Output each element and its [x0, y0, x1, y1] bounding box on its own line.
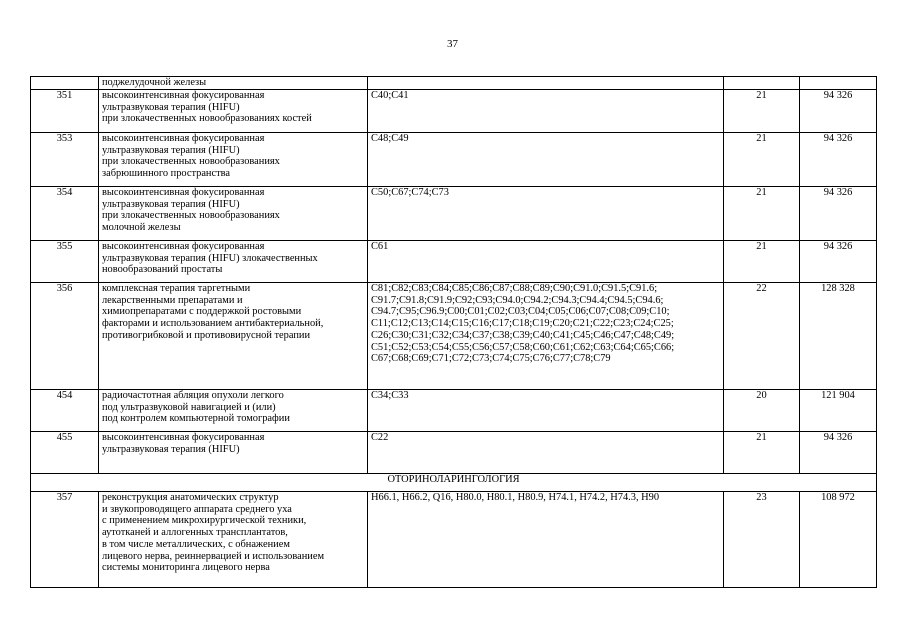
treatment-description: [99, 390, 368, 432]
icd-codes: [368, 187, 724, 241]
description-line: новообразований простаты: [102, 264, 223, 276]
group-number: 21: [724, 187, 800, 241]
cost-value: 94 326: [800, 241, 877, 283]
description-line: комплексная терапия таргетными: [102, 283, 251, 294]
icd-codes: [368, 133, 724, 187]
description-line: высокоинтенсивная фокусированная: [102, 432, 265, 443]
group-number: 20: [724, 390, 800, 432]
icd-codes: [368, 390, 724, 432]
table-row: [31, 77, 877, 90]
group-number: 21: [724, 241, 800, 283]
description-line: ультразвуковая терапия (HIFU): [102, 101, 240, 113]
codes-line: C40;C41: [371, 90, 409, 101]
description-line: лицевого нерва, реиннервацией и использованием: [102, 550, 325, 562]
description-line: химиопрепаратами с поддержкой ростовыми: [102, 306, 302, 318]
group-number: 23: [724, 492, 800, 588]
section-header: ОТОРИНОЛАРИНГОЛОГИЯ: [31, 474, 877, 492]
treatment-description: [99, 77, 368, 90]
table-row: [31, 133, 877, 187]
description-line: при злокачественных новообразованиях: [102, 210, 280, 222]
codes-line: C11;C12;C13;C14;C15;C16;C17;C18;C19;C20;C21;C22;C23;C24;C25;: [371, 318, 674, 330]
cost-value: 94 326: [800, 187, 877, 241]
description-line: забрюшинного пространства: [102, 168, 231, 180]
group-number: 21: [724, 90, 800, 133]
icd-codes: [368, 492, 724, 588]
description-line: высокоинтенсивная фокусированная: [102, 241, 265, 252]
cost-value: 94 326: [800, 432, 877, 474]
tariff-table: [30, 76, 877, 588]
description-line: радиочастотная абляция опухоли легкого: [102, 390, 284, 401]
description-line: с применением микрохирургической техники,: [102, 515, 307, 527]
row-number: 357: [31, 492, 99, 588]
table-row: [31, 187, 877, 241]
description-line: ультразвуковая терапия (HIFU): [102, 198, 240, 210]
description-line: ультразвуковая терапия (HIFU) злокачественных: [102, 252, 318, 264]
treatment-description: [99, 283, 368, 390]
group-number: [724, 77, 800, 90]
icd-codes: [368, 241, 724, 283]
table-row: [31, 492, 877, 588]
icd-codes: [368, 77, 724, 90]
section-row: [31, 474, 877, 492]
row-number: 455: [31, 432, 99, 474]
row-number: 454: [31, 390, 99, 432]
description-line: реконструкция анатомических структур: [102, 492, 279, 503]
table-row: [31, 283, 877, 390]
treatment-description: [99, 492, 368, 588]
row-number: [31, 77, 99, 90]
treatment-description: [99, 241, 368, 283]
cost-value: 94 326: [800, 90, 877, 133]
description-line: высокоинтенсивная фокусированная: [102, 133, 265, 144]
cost-value: 128 328: [800, 283, 877, 390]
description-line: в том числе металлических, с обнажением: [102, 538, 290, 550]
table-row: [31, 390, 877, 432]
codes-line: C22: [371, 432, 389, 443]
group-number: 22: [724, 283, 800, 390]
cost-value: 108 972: [800, 492, 877, 588]
description-line: противогрибковой и противовирусной терапии: [102, 329, 311, 341]
cost-value: 121 904: [800, 390, 877, 432]
treatment-description: [99, 432, 368, 474]
description-line: под контролем компьютерной томографии: [102, 413, 290, 425]
description-line: лекарственными препаратами и: [102, 294, 243, 306]
codes-line: C50;C67;C74;C73: [371, 187, 449, 198]
cost-value: 94 326: [800, 133, 877, 187]
description-line: ультразвуковая терапия (HIFU): [102, 443, 240, 455]
codes-line: C61: [371, 241, 389, 252]
row-number: 353: [31, 133, 99, 187]
codes-line: H66.1, H66.2, Q16, H80.0, H80.1, H80.9, H74.1, H74.2, H74.3, H90: [371, 492, 660, 503]
row-number: 354: [31, 187, 99, 241]
description-line: высокоинтенсивная фокусированная: [102, 90, 265, 101]
description-line: высокоинтенсивная фокусированная: [102, 187, 265, 198]
description-line: под ультразвуковой навигацией и (или): [102, 401, 276, 413]
group-number: 21: [724, 133, 800, 187]
icd-codes: [368, 90, 724, 133]
table-row: [31, 90, 877, 133]
cost-value: [800, 77, 877, 90]
row-number: 355: [31, 241, 99, 283]
table-row: [31, 432, 877, 474]
codes-line: C81;C82;C83;C84;C85;C86;C87;C88;C89;C90;C91.0;C91.5;C91.6;: [371, 283, 658, 294]
page-number: 37: [447, 38, 458, 50]
description-line: факторами и использованием антибактериальной,: [102, 318, 324, 330]
codes-line: C91.7;C91.8;C91.9;C92;C93;C94.0;C94.2;C94.3;C94.4;C94.5;C94.6;: [371, 294, 664, 306]
treatment-description: [99, 90, 368, 133]
description-line: молочной железы: [102, 222, 181, 234]
group-number: 21: [724, 432, 800, 474]
codes-line: C67;C68;C69;C71;C72;C73;C74;C75;C76;C77;C78;C79: [371, 353, 611, 365]
description-line: при злокачественных новообразованиях: [102, 156, 280, 168]
row-number: 356: [31, 283, 99, 390]
icd-codes: [368, 283, 724, 390]
treatment-description: [99, 187, 368, 241]
description-line: аутотканей и аллогенных трансплантатов,: [102, 527, 288, 539]
codes-line: C26;C30;C31;C32;C34;C37;C38;C39;C40;C41;C45;C46;C47;C48;C49;: [371, 329, 675, 341]
table-row: [31, 241, 877, 283]
codes-line: C51;C52;C53;C54;C55;C56;C57;C58;C60;C61;C62;C63;C64;C65;C66;: [371, 341, 675, 353]
description-line: ультразвуковая терапия (HIFU): [102, 144, 240, 156]
description-line: и звукопроводящего аппарата среднего уха: [102, 503, 292, 515]
codes-line: C48;C49: [371, 133, 409, 144]
description-line: поджелудочной железы: [102, 77, 207, 88]
treatment-description: [99, 133, 368, 187]
codes-line: C94.7;C95;C96.9;C00;C01;C02;C03;C04;C05;C06;C07;C08;C09;C10;: [371, 306, 670, 318]
description-line: системы мониторинга лицевого нерва: [102, 562, 270, 574]
row-number: 351: [31, 90, 99, 133]
codes-line: C34;C33: [371, 390, 409, 401]
description-line: при злокачественных новообразованиях костей: [102, 113, 312, 125]
icd-codes: [368, 432, 724, 474]
table-body: [31, 77, 877, 588]
